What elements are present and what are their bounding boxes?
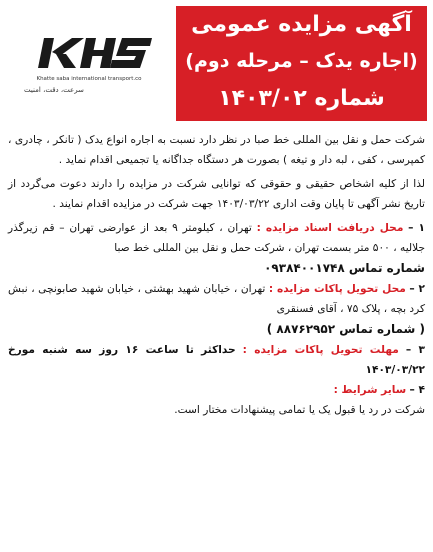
item-label: مهلت تحویل پاکات مزایده : [242,344,399,356]
invite-paragraph: لذا از کلیه اشخاص حقیقی و حقوقی که توانایی شرکت در مزایده را دارند دعوت می‌گردد از تاریخ نشر آگهی تا پایان وقت اداری ۱۴۰۳/۰۳/۲۲ جهت شرکت در مزایده اقدام نمایند . [8,178,425,210]
phone-number: ( شماره تماس ۸۸۷۶۲۹۵۲ ) [266,322,425,336]
list-item [8,340,425,380]
item-label: محل تحویل پاکات مزایده : [268,283,406,295]
list-item [8,279,425,319]
list-item [8,218,425,258]
item-phone-row [8,319,425,340]
intro-paragraph: شرکت حمل و نقل بین المللی خط صبا در نظر دارد نسبت به اجاره انواع یدک ( تانکر ، چادری ، کمپرسی ، کفی ، لبه دار و تیغه ) بصورت هر دستگاه جداگانه یا تجمیعی اقدام نماید . [8,134,425,166]
title-line-1: آگهی مزایده عمومی [191,12,412,37]
title-line-2: (اجاره یدک – مرحله دوم) [185,50,418,72]
list-item [8,380,425,400]
item-phone-row [8,258,425,279]
item-number: ۳ – [405,344,425,356]
logo-text-en: Khatte saba international transport.co [36,76,142,82]
item-text: حداکثر تا ساعت ۱۶ روز سه شنبه مورخ ۱۴۰۳/۰۳/۲۲ [8,344,425,376]
khs-logo-icon [14,30,164,76]
item-label: سایر شرایط : [333,384,407,396]
item-text: تهران ، کیلومتر ۹ بعد از عوارضی تهران – قم زیرگذر جلالیه ، ۵۰۰ متر بسمت تهران ، شرکت حمل و نقل بین المللی خط صبا [8,222,425,254]
item-number: ۱ – [408,222,425,234]
logo-tagline: سرعت، دقت، امنیت [24,86,84,94]
item-number: ۲ – [409,283,425,295]
company-logo [14,30,164,100]
title-line-3: شماره ۱۴۰۳/۰۲ [218,86,385,111]
title-banner [176,6,427,121]
footer-line: شرکت در رد یا قبول یک یا تمامی پیشنهادات مختار است. [174,404,425,416]
phone-number: شماره تماس ۰۹۳۸۴۰۰۱۷۴۸ [264,261,425,275]
item-label: محل دریافت اسناد مزایده : [256,222,404,234]
item-text: تهران ، خیابان شهید بهشتی ، خیابان شهید صابونچی ، نبش کرد بچه ، پلاک ۷۵ ، آقای فسنقری [8,283,425,315]
ad-body [8,130,425,420]
item-number: ۴ – [409,384,425,396]
